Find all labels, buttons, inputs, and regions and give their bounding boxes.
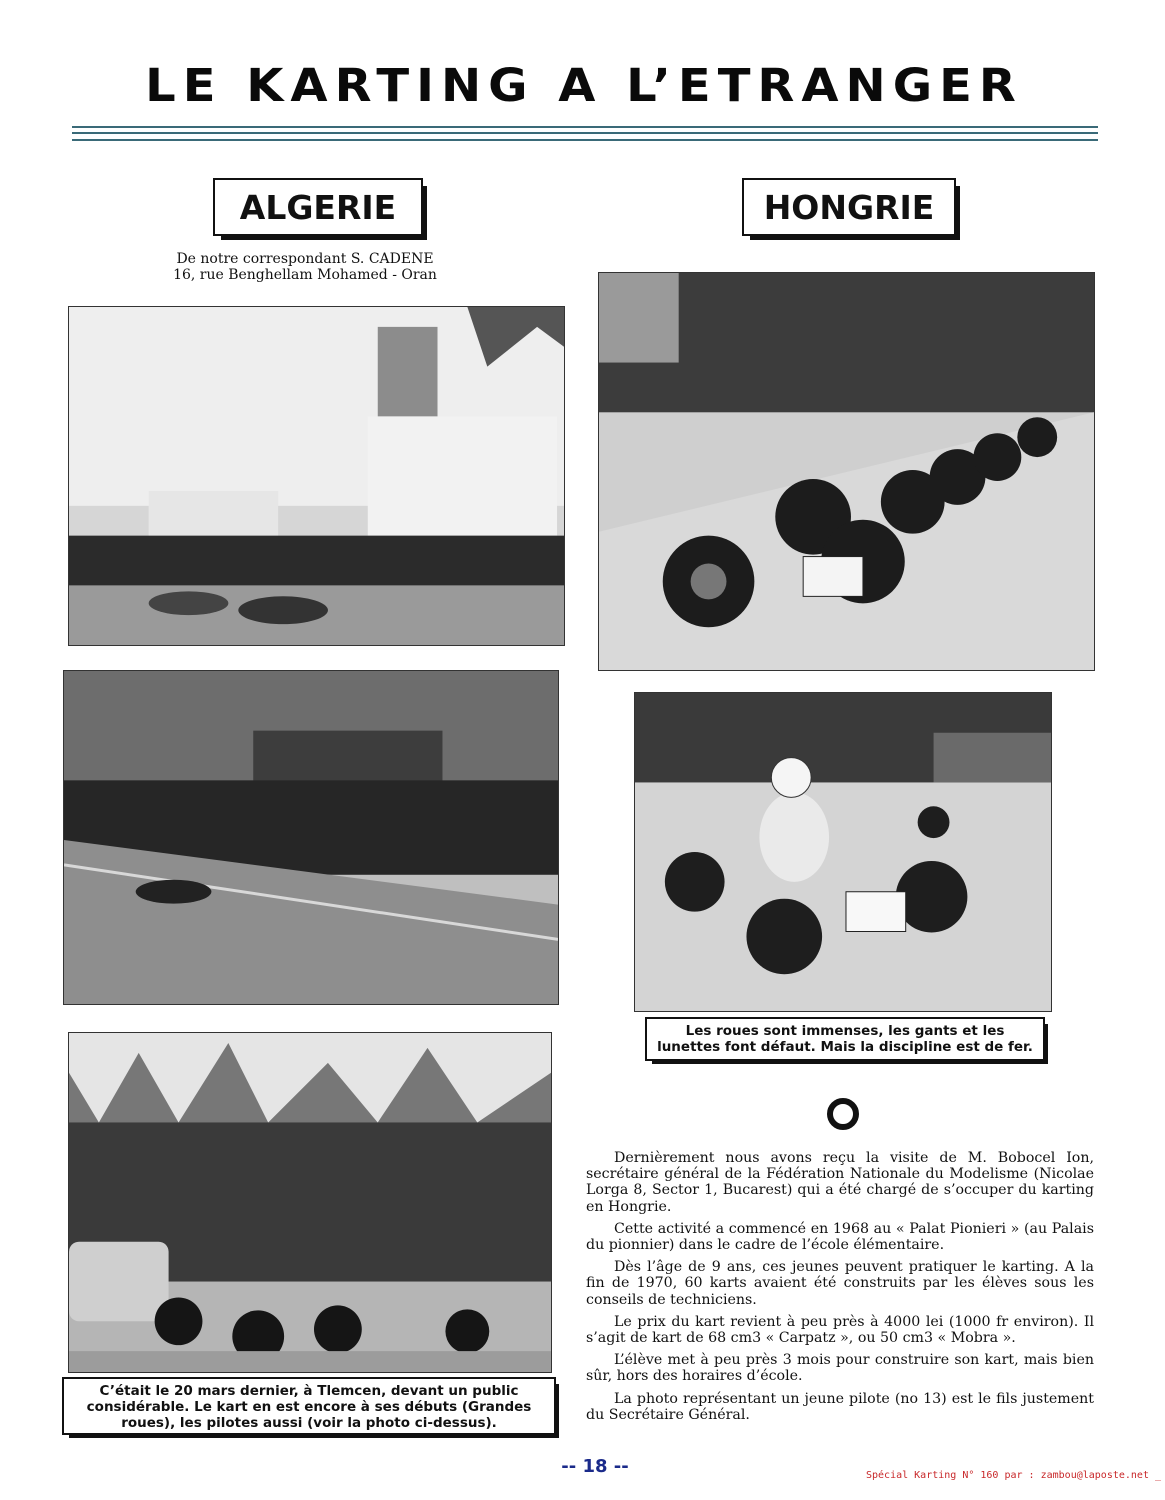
section-bullet-icon [827, 1098, 859, 1130]
article-paragraph: Cette activité a commencé en 1968 au « Palat Pionieri » (au Palais du pionnier) dans le cadre de l’école élémentaire. [586, 1220, 1094, 1254]
page-title: LE KARTING A L’ETRANGER [145, 59, 1023, 113]
caption-tlemcen: C’était le 20 mars dernier, à Tlemcen, devant un public considérable. Le kart en est encore à ses débuts (Grandes roues), les pilotes aussi (voir la photo ci-dessus). [62, 1377, 556, 1435]
heading-hongrie: HONGRIE [742, 178, 956, 236]
title-rule-top [72, 126, 1098, 128]
title-rule-bottom [72, 139, 1098, 141]
correspondent-address: 16, rue Benghellam Mohamed - Oran [173, 267, 437, 283]
title-rule-middle [72, 132, 1098, 134]
correspondent-name: De notre correspondant S. CADENE [176, 251, 434, 267]
article-paragraph: Dernièrement nous avons reçu la visite de M. Bobocel Ion, secrétaire général de la Fédération Nationale du Modelisme (Nicolae Lorga 8, Sector 1, Bucarest) qui a été chargé de s’occuper du karting en Hongrie. [586, 1150, 1094, 1215]
article-paragraph: L’élève met à peu près 3 mois pour construire son kart, mais bien sûr, hors des horaires d’école. [586, 1352, 1094, 1385]
photo-algeria-wet-street [63, 670, 559, 1005]
footer-credit: Spécial Karting N° 160 par : zambou@laposte.net _ [866, 1470, 1162, 1481]
photo-algeria-tlemcen [68, 1032, 552, 1373]
article-paragraph: La photo représentant un jeune pilote (no 13) est le fils justement du Secrétaire Général. [586, 1390, 1094, 1423]
article-hungary [586, 1150, 1094, 1429]
article-paragraph: Dès l’âge de 9 ans, ces jeunes peuvent pratiquer le karting. A la fin de 1970, 60 karts avaient été construits par les élèves sous les conseils de techniciens. [586, 1259, 1094, 1308]
article-paragraph: Le prix du kart revient à peu près à 4000 lei (1000 fr environ). Il s’agit de kart de 68 cm3 « Carpatz », ou 50 cm3 « Mobra ». [586, 1313, 1094, 1347]
caption-hungary: Les roues sont immenses, les gants et les lunettes font défaut. Mais la discipline est de fer. [645, 1017, 1045, 1061]
correspondent-credit [150, 251, 460, 283]
photo-algeria-street-race [68, 306, 565, 646]
page-number: -- 18 -- [561, 1456, 629, 1477]
photo-hungary-pilot-13 [634, 692, 1052, 1012]
photo-hungary-kart-lineup [598, 272, 1095, 671]
heading-algerie: ALGERIE [213, 178, 423, 236]
